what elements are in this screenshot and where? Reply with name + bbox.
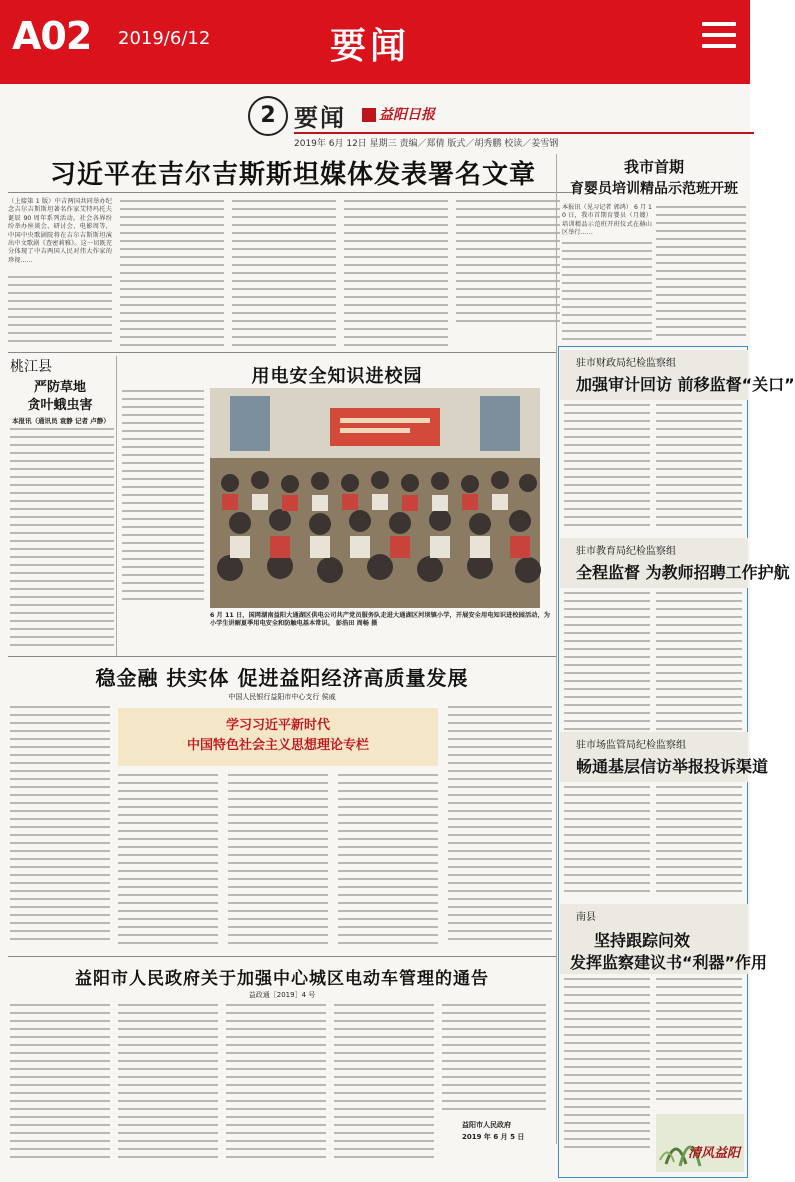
newspaper-page[interactable]	[0, 84, 795, 1182]
box1-header[interactable]: 驻市财政局纪检监察组 加强审计回访 前移监督“关口”	[560, 350, 748, 400]
box2-header[interactable]: 驻市教育局纪检监察组 全程监督 为教师招聘工作护航	[560, 538, 748, 588]
box4-col2	[656, 978, 742, 1108]
box2-col2	[656, 592, 742, 742]
theory-column-banner: 学习习近平新时代 中国特色社会主义思想理论专栏	[118, 708, 438, 766]
finance-col2	[118, 774, 218, 952]
newspaper-logo: 益阳日报	[362, 104, 435, 124]
taojiang-kicker: 桃江县	[10, 359, 52, 375]
box3-col2	[656, 786, 742, 898]
divider	[8, 956, 556, 957]
edition-date: 2019/6/12	[118, 28, 211, 49]
notice-signoff-org: 益阳市人民政府	[462, 1121, 511, 1129]
masthead-rule	[294, 132, 754, 134]
photo-caption: 6 月 11 日，国网湖南益阳大通湖区供电公司共产党员服务队走进大通湖区河坝镇小学，开展安全用电知识进校园活动，为小学生讲解夏季用电安全和防触电基本常识。 彭浩田 周畅 摄	[210, 612, 550, 628]
masthead-section: 要闻	[294, 104, 346, 132]
page-masthead	[248, 92, 748, 148]
right-top-headline-line2[interactable]: 育婴员培训精品示范班开班	[570, 181, 738, 197]
finance-col4	[338, 774, 438, 952]
notice-col1	[10, 1004, 110, 1164]
box4-header[interactable]: 南县 坚持跟踪问效 发挥监察建议书“利器”作用	[560, 904, 748, 974]
main-article-col2	[120, 200, 224, 350]
menu-icon[interactable]	[702, 22, 736, 56]
box2-col1	[564, 592, 650, 742]
right-top-col2	[656, 206, 746, 342]
column-divider	[556, 154, 557, 1144]
divider	[8, 352, 556, 353]
finance-col5	[448, 706, 552, 952]
notice-col5	[442, 1004, 546, 1114]
masthead-meta: 2019年 6月 12日 星期三 责编／郑倩 版式／胡秀鹏 校读／姜雪钢	[294, 139, 559, 149]
main-article-col1	[8, 276, 112, 348]
photo-story-title[interactable]: 用电安全知识进校园	[251, 366, 423, 387]
box1-col1	[564, 404, 650, 534]
finance-headline[interactable]: 稳金融 扶实体 促进益阳经济高质量发展	[95, 666, 469, 690]
finance-col3	[228, 774, 328, 952]
column-divider	[116, 356, 117, 656]
main-article-col3	[232, 200, 336, 350]
right-top-headline-line1[interactable]: 我市首期	[623, 158, 684, 176]
finance-byline: 中国人民银行益阳市中心支行 侯戚	[228, 693, 336, 701]
divider	[8, 192, 578, 193]
photo-side-text	[122, 390, 204, 610]
box4-col1	[564, 978, 650, 1158]
finance-col1	[10, 706, 110, 952]
taojiang-body	[10, 428, 114, 658]
page-number: 2	[248, 96, 288, 136]
taojiang-byline: 本报讯（通讯员 袁静 记者 卢静）	[12, 417, 110, 425]
main-article-intro: （上接第 1 版）中吉两国共同举办纪念吉尔吉斯斯坦著名作家艾特玛托夫诞辰 90 周年系列活动。社会各界纷纷举办座谈会、研讨会、电影周等，中国中央歌剧院将在吉尔吉斯斯坦演出中文歌剧《查密莉雅》。这一切既充分体现了中吉两国人民对伟大作家的珍视……	[8, 198, 112, 264]
main-article-col5	[456, 200, 560, 326]
box3-header[interactable]: 驻市场监管局纪检监察组 畅通基层信访举报投诉渠道	[560, 732, 748, 782]
taojiang-headline-line2[interactable]: 贪叶蛾虫害	[27, 398, 93, 413]
edition-number: A02	[12, 14, 92, 58]
divider	[8, 656, 556, 657]
notice-col4	[334, 1004, 434, 1164]
top-bar	[0, 0, 750, 84]
main-headline[interactable]: 习近平在吉尔吉斯斯坦媒体发表署名文章	[49, 160, 536, 190]
right-top-byline: 本报讯（见习记者 郭鸿） 6 月 10 日，我市首期育婴员（月嫂）培训精品示范班开班仪式在赫山区举行……	[562, 204, 652, 237]
taojiang-headline-line1[interactable]: 严防草地	[33, 380, 86, 395]
right-top-col1	[562, 242, 652, 342]
school-photo[interactable]	[210, 388, 540, 608]
box3-col1	[564, 786, 650, 898]
notice-col2	[118, 1004, 218, 1164]
notice-headline[interactable]: 益阳市人民政府关于加强中心城区电动车管理的通告	[75, 969, 489, 989]
notice-signoff-date: 2019 年 6 月 5 日	[462, 1133, 525, 1141]
clean-wind-column-logo: 清风益阳	[656, 1114, 744, 1172]
notice-number: 益政通［2019］4 号	[248, 991, 316, 999]
box1-col2	[656, 404, 742, 534]
main-article-col4	[344, 200, 448, 350]
notice-col3	[226, 1004, 326, 1164]
section-title: 要闻	[330, 26, 411, 67]
